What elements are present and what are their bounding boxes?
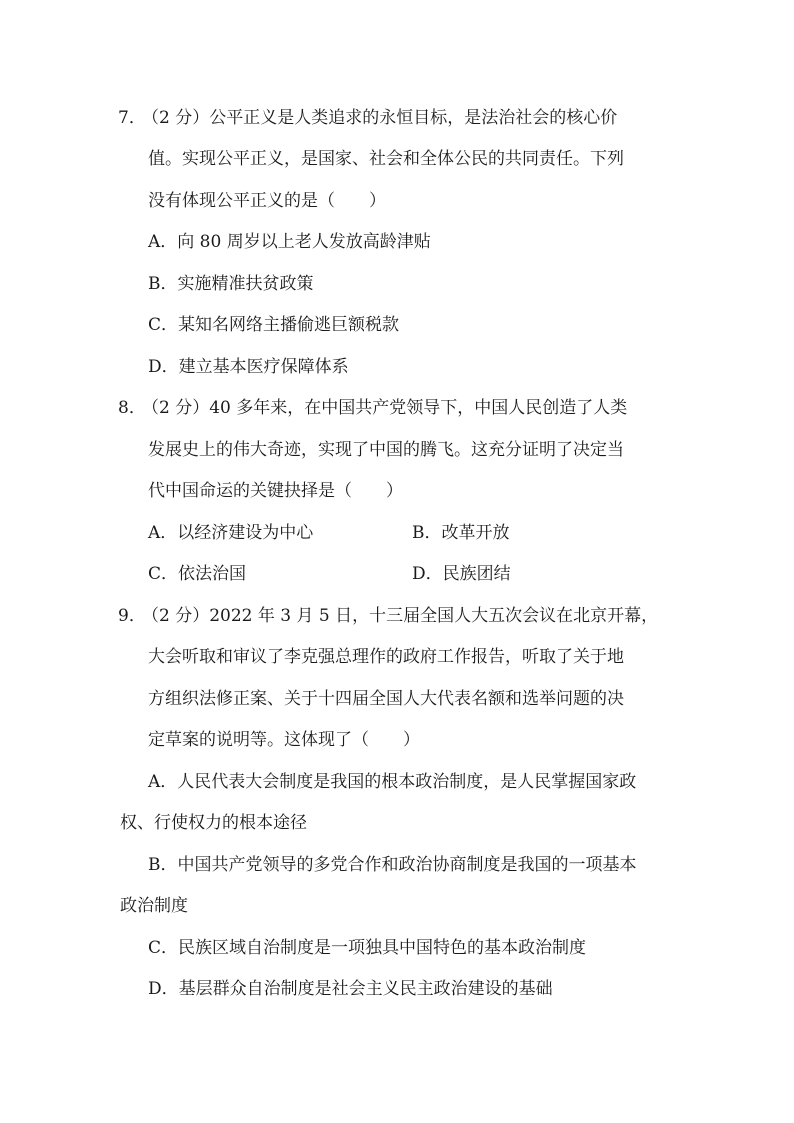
question-number: 8．	[118, 398, 146, 418]
option-c[interactable]: C．民族区域自治制度是一项独具中国特色的基本政治制度	[148, 938, 587, 958]
question-stem-line: （2 分）40 多年来，在中国共产党领导下，中国人民创造了人类	[142, 398, 628, 418]
option-c[interactable]: C．某知名网络主播偷逃巨额税款	[148, 315, 400, 335]
question-stem-line: 值。实现公平正义，是国家、社会和全体公民的共同责任。下列	[148, 149, 624, 169]
option-b[interactable]: B．中国共产党领导的多党合作和政治协商制度是我国的一项基本	[148, 855, 637, 875]
option-b-continuation: 政治制度	[120, 896, 188, 916]
option-a-continuation: 权、行使权力的根本途径	[120, 813, 307, 833]
option-a[interactable]: A．向 80 周岁以上老人发放高龄津贴	[148, 232, 431, 252]
question-stem-line: 大会听取和审议了李克强总理作的政府工作报告，听取了关于地	[148, 647, 624, 667]
question-stem-line: 方组织法修正案、关于十四届全国人大代表名额和选举问题的决	[148, 689, 624, 709]
question-stem-line: 定草案的说明等。这体现了（ ）	[148, 730, 420, 750]
option-d[interactable]: D．民族团结	[412, 564, 511, 584]
question-stem-line: （2 分）公平正义是人类追求的永恒目标，是法治社会的核心价	[142, 108, 618, 128]
option-d[interactable]: D．建立基本医疗保障体系	[148, 357, 349, 377]
question-stem-line: 发展史上的伟大奇迹，实现了中国的腾飞。这充分证明了决定当	[148, 440, 624, 460]
question-stem-line: 代中国命运的关键抉择是（ ）	[148, 481, 403, 501]
question-number: 7．	[118, 108, 146, 128]
option-b[interactable]: B．改革开放	[412, 523, 510, 543]
option-a[interactable]: A．以经济建设为中心	[148, 523, 314, 543]
question-stem-line: （2 分）2022 年 3 月 5 日，十三届全国人大五次会议在北京开幕，	[142, 606, 659, 626]
option-d[interactable]: D．基层群众自治制度是社会主义民主政治建设的基础	[148, 979, 553, 999]
question-stem-line: 没有体现公平正义的是（ ）	[148, 191, 386, 211]
question-number: 9．	[118, 606, 146, 626]
option-a[interactable]: A．人民代表大会制度是我国的根本政治制度，是人民掌握国家政	[148, 772, 637, 792]
option-c[interactable]: C．依法治国	[148, 564, 247, 584]
option-b[interactable]: B．实施精准扶贫政策	[148, 274, 314, 294]
